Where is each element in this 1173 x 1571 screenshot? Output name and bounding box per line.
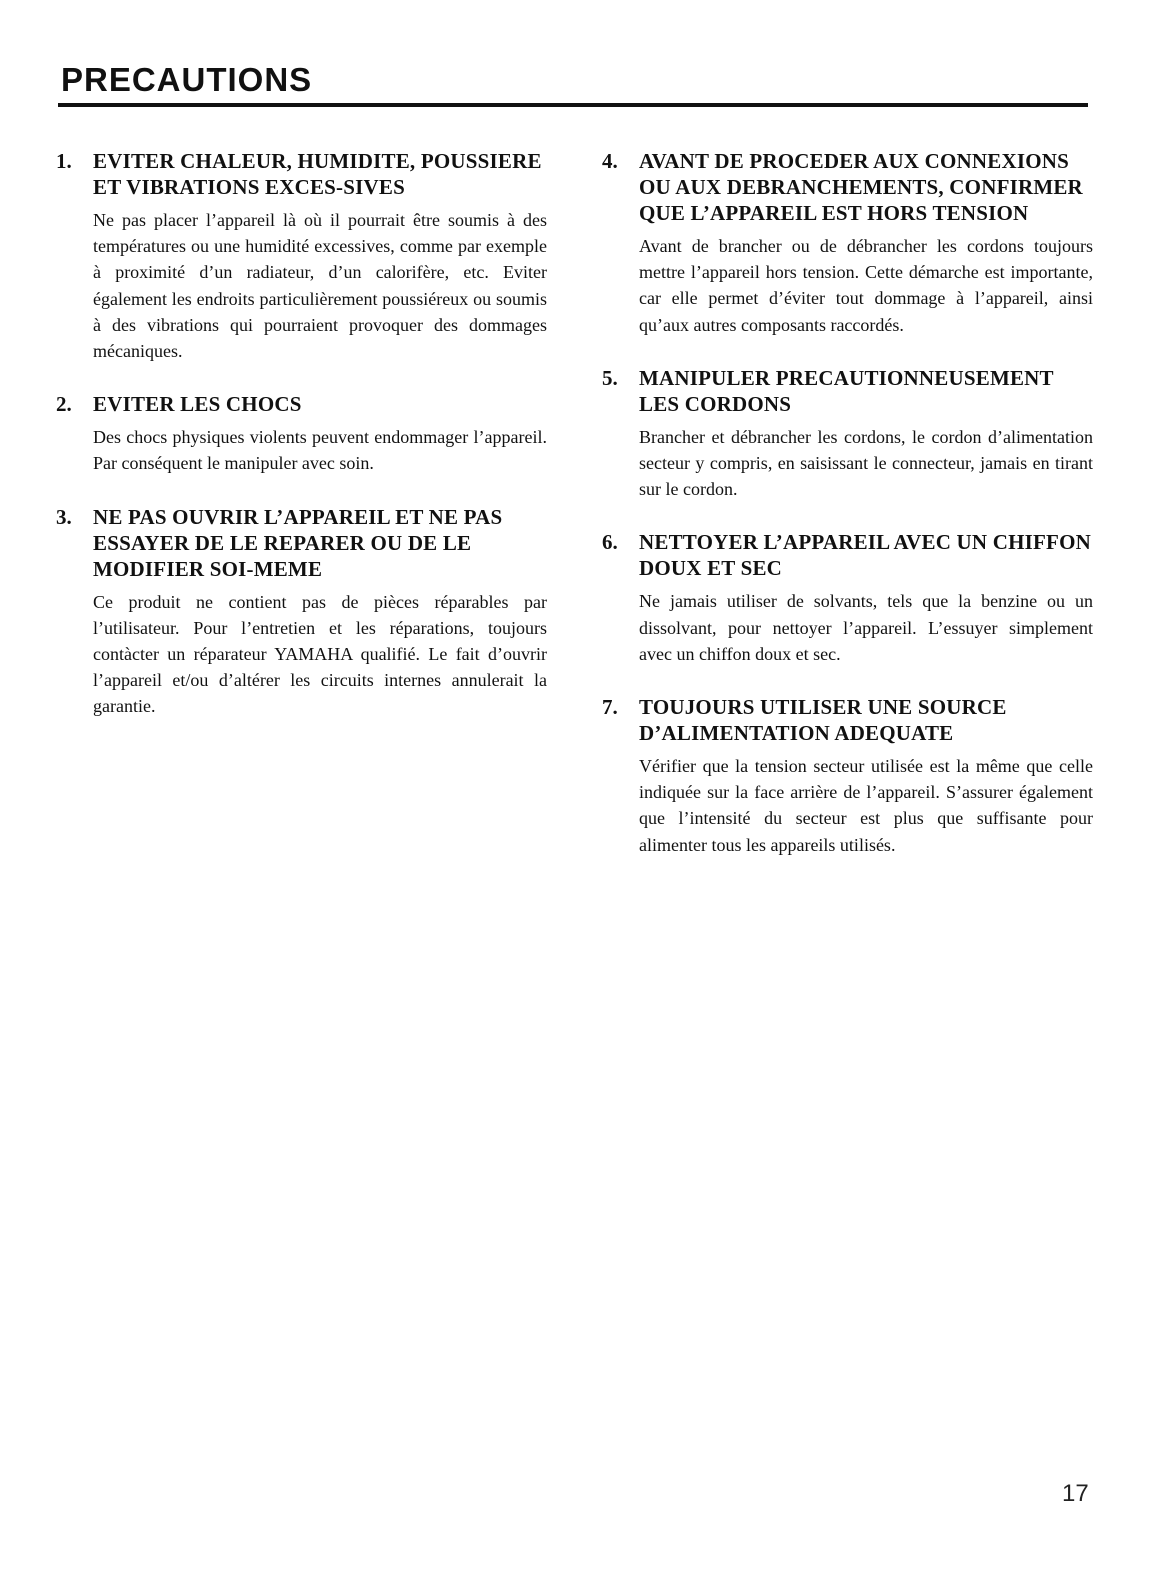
precaution-item — [52, 148, 547, 364]
item-heading: NETTOYER L’APPAREIL AVEC UN CHIFFON DOUX ET SEC — [639, 530, 1091, 581]
right-column — [598, 148, 1093, 885]
item-number: 3. — [56, 504, 72, 529]
item-heading: AVANT DE PROCEDER AUX CONNEXIONS OU AUX DEBRANCHEMENTS, CONFIRMER QUE L’APPAREIL EST HORS TENSION — [639, 149, 1083, 225]
item-heading: EVITER CHALEUR, HUMIDITE, POUSSIERE ET VIBRATIONS EXCES-SIVES — [93, 149, 542, 199]
item-number: 4. — [602, 149, 618, 173]
item-number: 1. — [56, 149, 72, 173]
item-heading: TOUJOURS UTILISER UNE SOURCE D’ALIMENTATION ADEQUATE — [639, 695, 1007, 746]
item-body: Ce produit ne contient pas de pièces réparables par l’utilisateur. Pour l’entretien et les réparations, toujours contàcter un réparateur YAMAHA qualifié. Le fait d’ouvrir l’appareil et/ou d’altérer les circuits internes annulerait la garantie. — [93, 591, 547, 717]
page-number: 17 — [1062, 1480, 1089, 1507]
item-body: Ne pas placer l’appareil là où il pourrait être soumis à des températures ou une humidité excessives, comme par exemple à proximité d’un radiateur, d’un calorifère, etc. Eviter également les endroits particulièrement poussiéreux ou soumis à des vibrations qui pourraient provoquer des dommages mécaniques. — [93, 210, 547, 362]
item-body: Brancher et débrancher les cordons, le cordon d’alimentation secteur y compris, en saisissant le connecteur, jamais en tirant sur le cordon. — [639, 426, 1093, 500]
item-body: Ne jamais utiliser de solvants, tels que la benzine ou un dissolvant, pour nettoyer l’appareil. L’essuyer simplement avec un chiffon doux et sec. — [639, 591, 1093, 664]
item-number: 5. — [602, 365, 618, 390]
item-body: Vérifier que la tension secteur utilisée est la même que celle indiquée sur la face arrière de l’appareil. S’assurer également que l’intensité du secteur est plus que suffisante pour alimenter tous les appareils utilisés. — [639, 756, 1093, 855]
item-number: 7. — [602, 695, 618, 720]
item-body: Des chocs physiques violents peuvent endommager l’appareil. Par conséquent le manipuler avec soin. — [93, 427, 547, 474]
item-heading: EVITER LES CHOCS — [93, 392, 302, 417]
item-heading: MANIPULER PRECAUTIONNEUSEMENT LES CORDONS — [639, 365, 1054, 416]
item-body: Avant de brancher ou de débrancher les cordons toujours mettre l’appareil hors tension. Cette démarche est importante, car elle permet d’éviter tout dommage à l’appareil, ainsi qu’aux autres composants raccordés. — [639, 236, 1093, 335]
precaution-item — [598, 529, 1093, 667]
precaution-item — [52, 504, 547, 720]
item-number: 6. — [602, 530, 618, 555]
title-rule — [58, 103, 1088, 107]
precaution-item — [52, 391, 547, 476]
item-heading: NE PAS OUVRIR L’APPAREIL ET NE PAS ESSAYER DE LE REPARER OU DE LE MODIFIER SOI-MEME — [93, 504, 503, 581]
precaution-item — [598, 694, 1093, 858]
item-number: 2. — [56, 392, 72, 417]
precaution-item — [598, 365, 1093, 503]
left-column — [52, 148, 547, 747]
page-title: PRECAUTIONS — [61, 61, 313, 98]
precaution-item — [598, 148, 1093, 338]
